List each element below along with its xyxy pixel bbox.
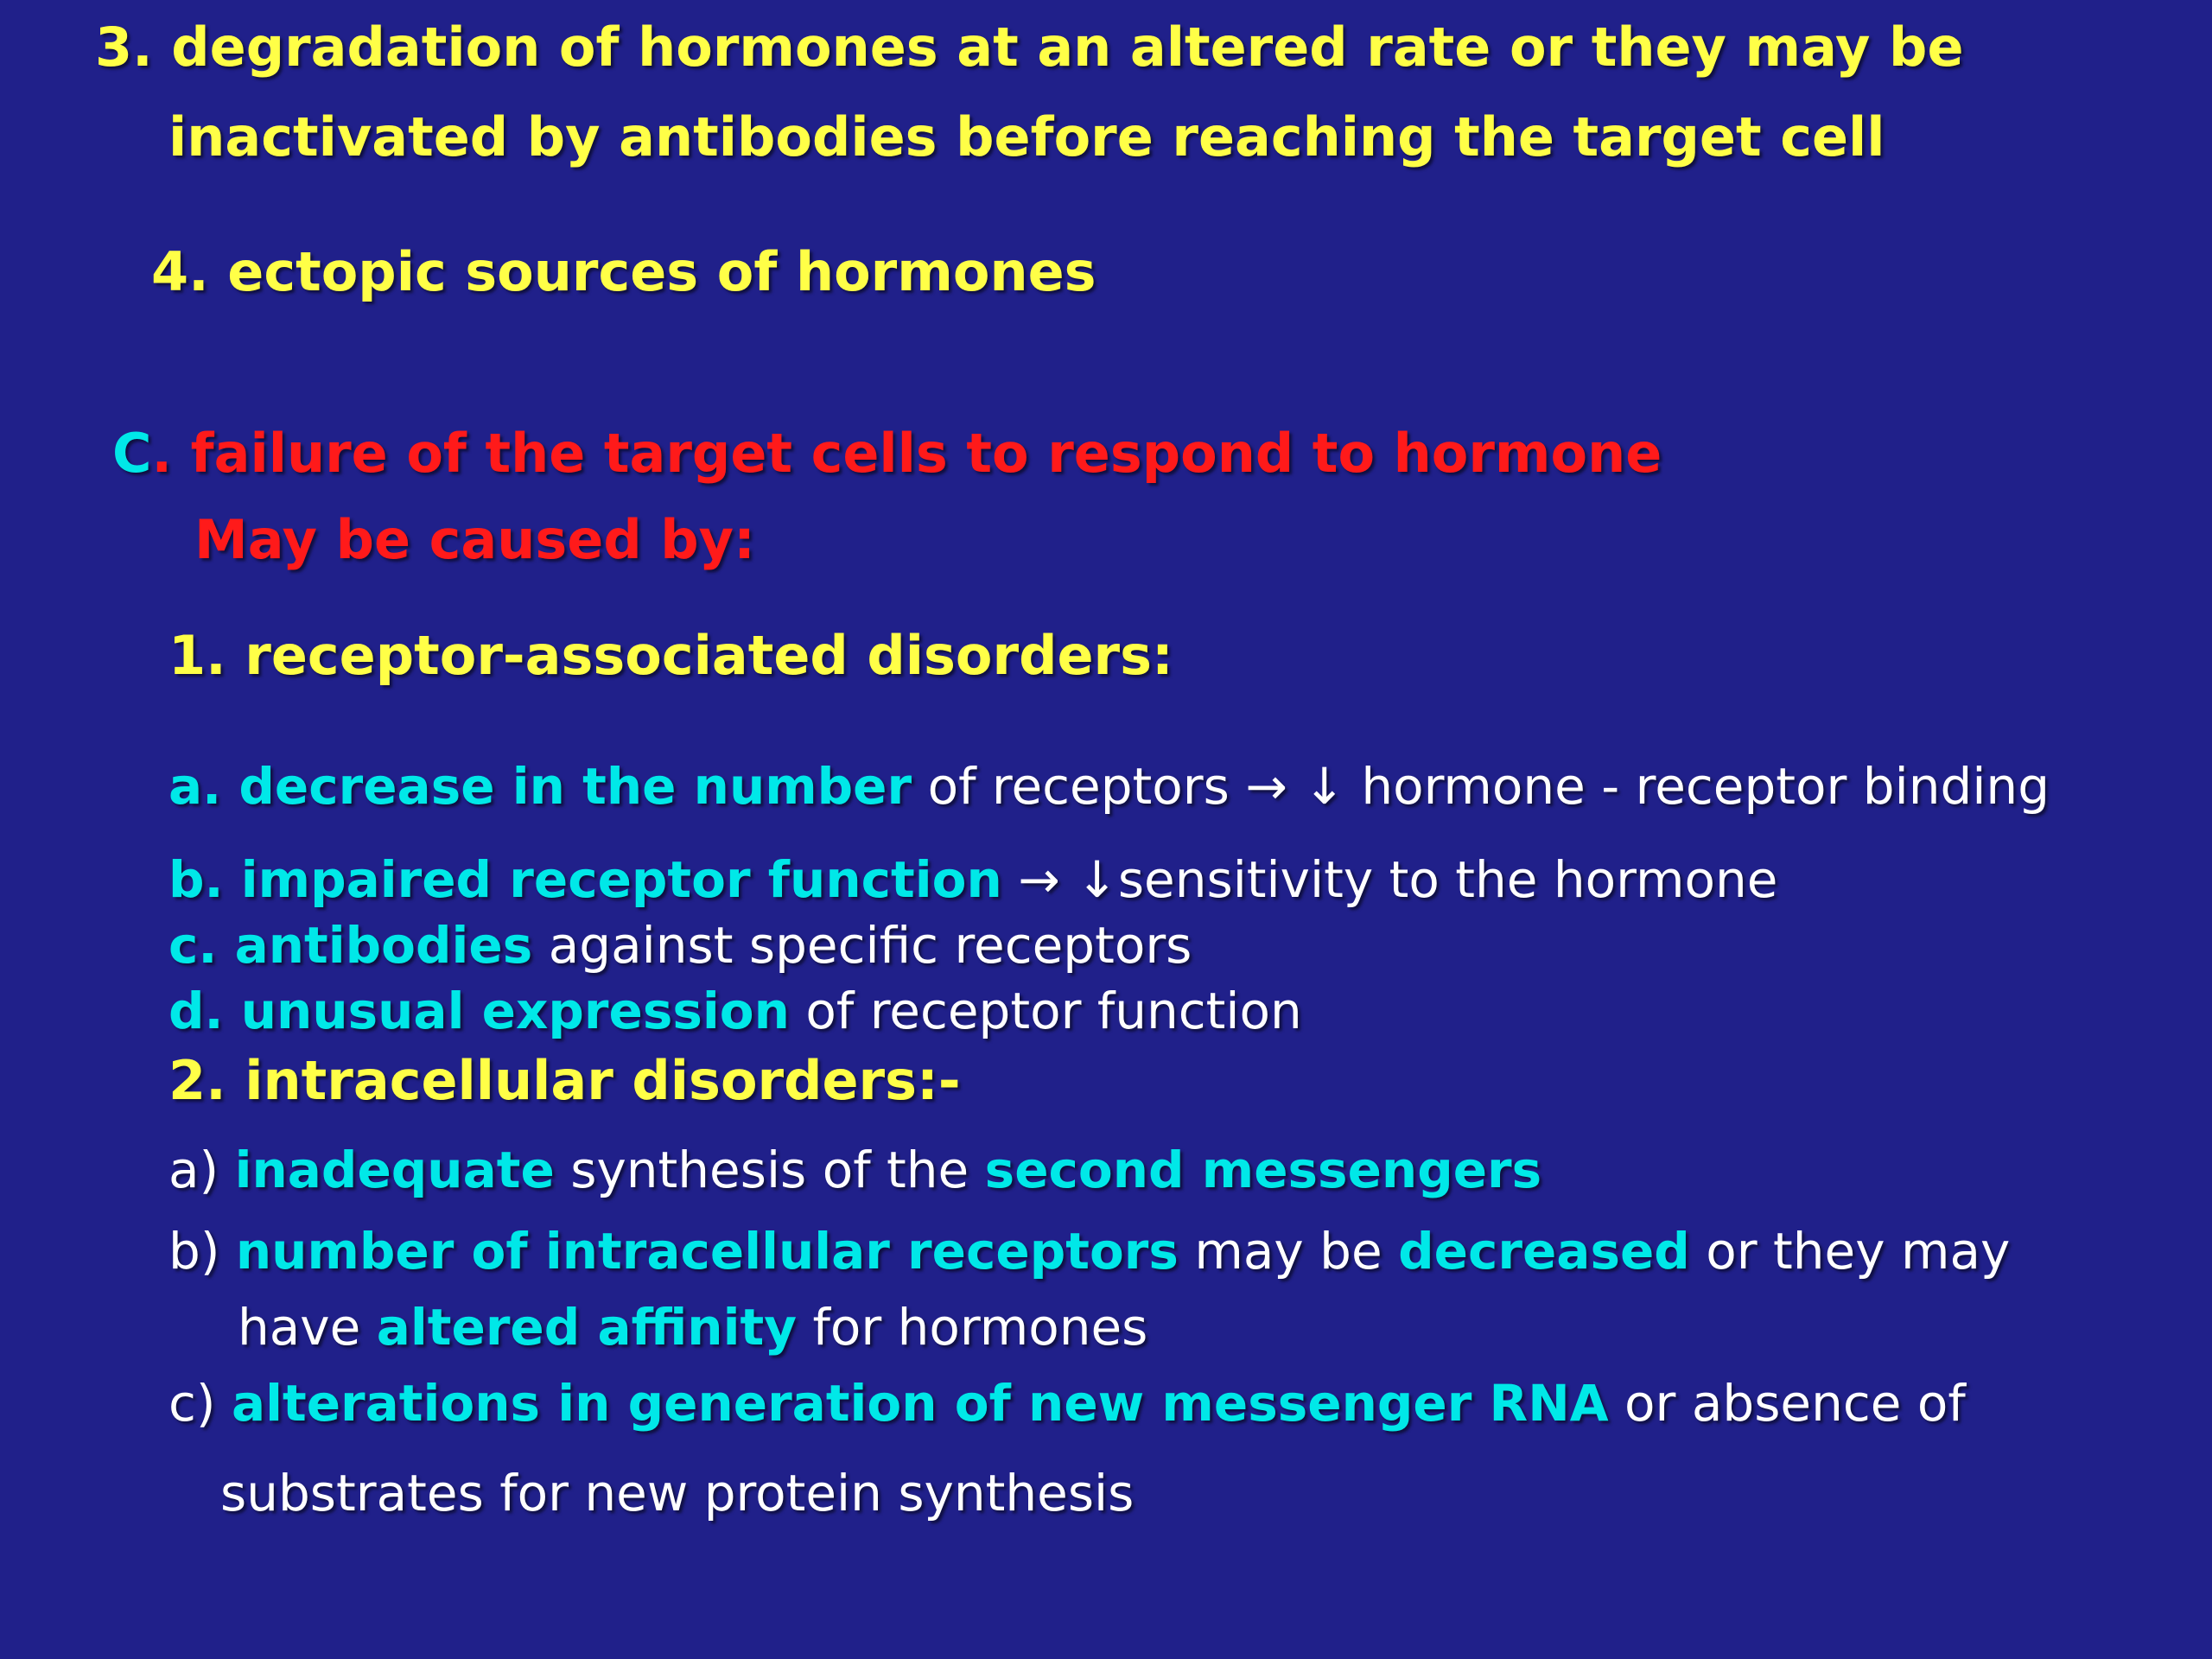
intracellular-item-a <box>168 1141 1541 1199</box>
intracellular-item-b-marker: b) <box>168 1222 236 1281</box>
intracellular-item-b-emphasis-2: decreased <box>1398 1222 1690 1281</box>
intracellular-item-b-continuation <box>238 1298 1147 1357</box>
intracellular-item-c-emphasis: alterations in generation of new messenger RNA <box>231 1374 1609 1433</box>
receptor-item-d-emphasis: unusual expression <box>240 982 790 1040</box>
receptor-item-b <box>168 850 1777 909</box>
receptor-item-a <box>168 757 2050 816</box>
receptor-item-a-marker: a. <box>168 757 239 816</box>
receptor-item-c-marker: c. <box>168 916 235 975</box>
receptor-item-c-text: against specific receptors <box>532 916 1192 975</box>
receptor-item-b-text: → ↓sensitivity to the hormone <box>1001 850 1778 909</box>
intracellular-item-b <box>168 1222 2010 1281</box>
receptor-item-a-emphasis: decrease in the number <box>238 757 912 816</box>
item-4: 4. ectopic sources of hormones <box>151 240 1096 303</box>
intracellular-item-c-continuation: substrates for new protein synthesis <box>220 1464 1135 1522</box>
receptor-heading: 1. receptor-associated disorders: <box>168 624 1173 687</box>
intracellular-item-b-text-1: may be <box>1178 1222 1399 1281</box>
receptor-item-b-marker: b. <box>168 850 241 909</box>
section-c-title <box>112 422 1662 485</box>
intracellular-item-b-cont-text-1: have <box>238 1298 377 1357</box>
item-3-line-1: 3. degradation of hormones at an altered rate or they may be <box>95 16 1964 79</box>
item-3-line-2: inactivated by antibodies before reaching the target cell <box>168 105 1885 168</box>
receptor-item-c-emphasis: antibodies <box>234 916 533 975</box>
intracellular-item-c <box>168 1374 1966 1433</box>
section-c-letter: C <box>112 422 152 485</box>
intracellular-item-b-cont-text-2: for hormones <box>797 1298 1148 1357</box>
receptor-item-d-marker: d. <box>168 982 241 1040</box>
intracellular-item-a-text: synthesis of the <box>554 1141 985 1199</box>
intracellular-item-a-emphasis-1: inadequate <box>234 1141 555 1199</box>
receptor-item-d-text: of receptor function <box>789 982 1302 1040</box>
intracellular-item-b-emphasis-1: number of intracellular receptors <box>235 1222 1179 1281</box>
intracellular-item-c-text: or absence of <box>1608 1374 1966 1433</box>
receptor-item-c <box>168 916 1192 975</box>
receptor-item-a-text: of receptors → ↓ hormone - receptor binding <box>912 757 2050 816</box>
section-c-title-text: . failure of the target cells to respond to hormone <box>151 422 1662 485</box>
intracellular-item-c-marker: c) <box>168 1374 232 1433</box>
receptor-item-b-emphasis: impaired receptor function <box>240 850 1002 909</box>
intracellular-item-a-marker: a) <box>168 1141 235 1199</box>
receptor-item-d <box>168 982 1302 1040</box>
intracellular-item-a-emphasis-2: second messengers <box>984 1141 1542 1199</box>
section-c-subtitle: May be caused by: <box>194 508 755 571</box>
intracellular-item-b-text-2: or they may <box>1689 1222 2011 1281</box>
intracellular-item-b-cont-emphasis: altered affinity <box>376 1298 798 1357</box>
intracellular-heading: 2. intracellular disorders:- <box>168 1049 961 1112</box>
